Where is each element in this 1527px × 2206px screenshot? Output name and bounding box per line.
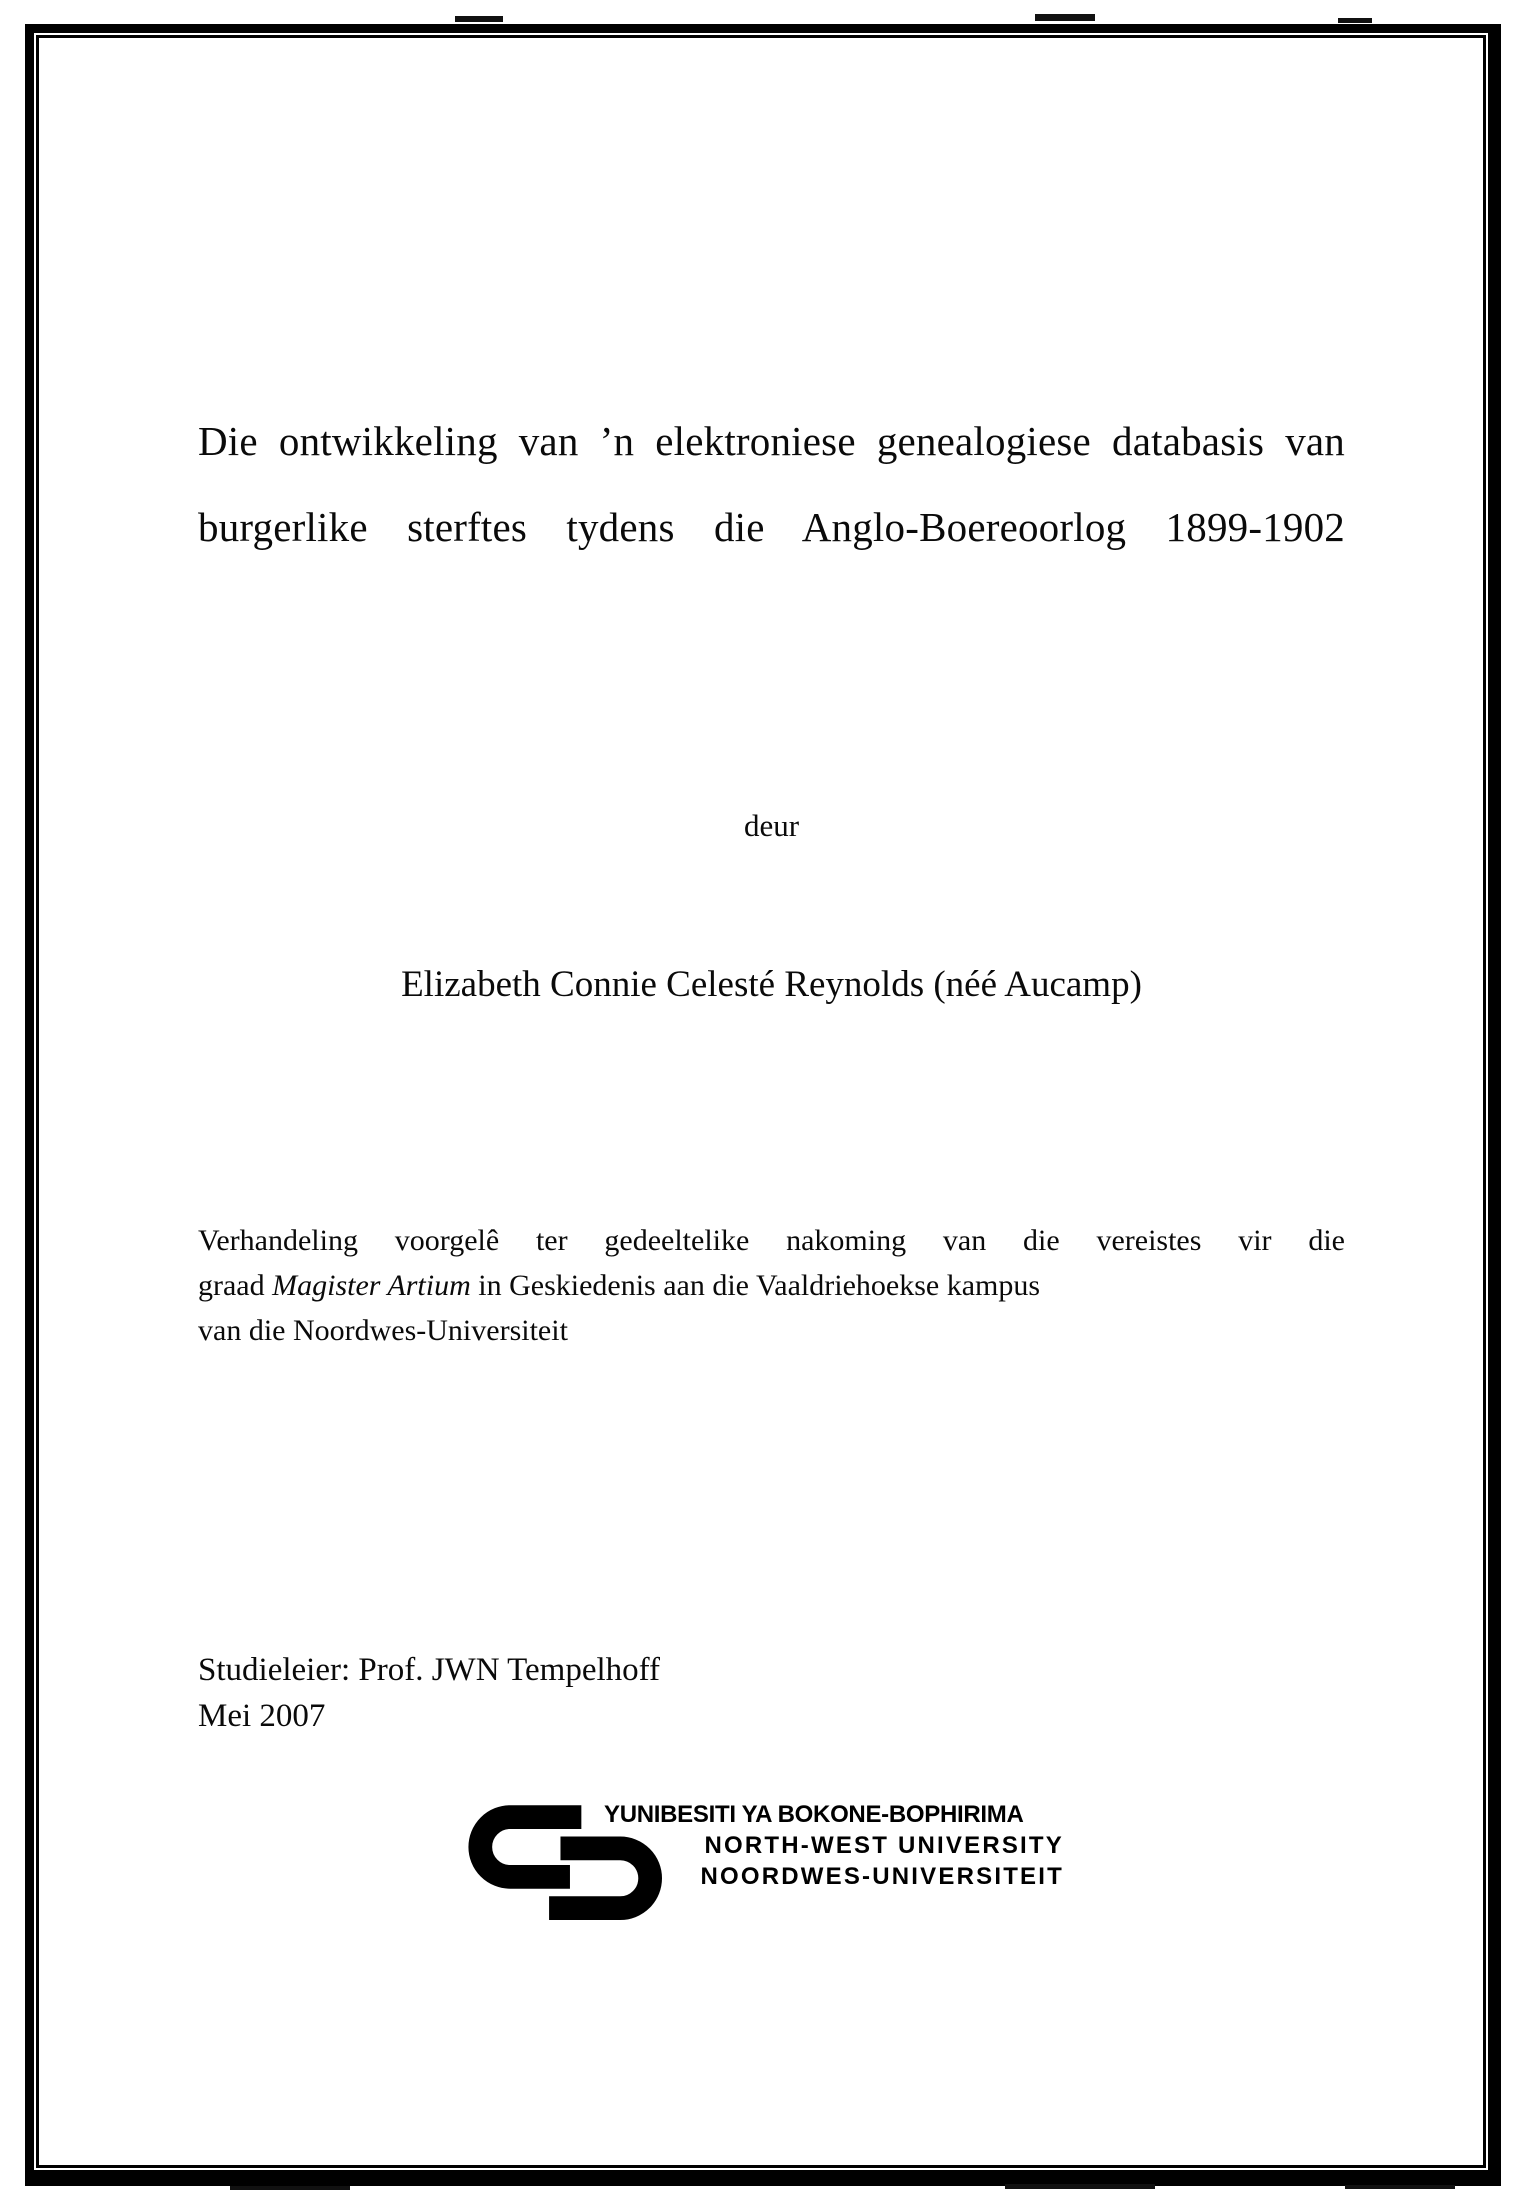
supervisor-block: [198, 1647, 1345, 1739]
university-name-english: NORTH-WEST UNIVERSITY: [704, 1832, 1064, 1859]
degree-name-italic: Magister Artium: [272, 1269, 471, 1302]
university-logo: [458, 1797, 1078, 1937]
thesis-title: [198, 398, 1345, 570]
declaration-line2-pre: graad: [198, 1269, 273, 1302]
declaration-line2: [198, 1263, 1345, 1308]
declaration-line1: Verhandeling voorgelê ter gedeeltelike nakoming van die vereistes vir die: [198, 1224, 1345, 1257]
degree-declaration: [198, 1218, 1345, 1353]
declaration-line3: van die Noordwes-Universiteit: [198, 1314, 568, 1347]
university-wordmark: [604, 1799, 1064, 1892]
supervisor-line: Studieleier: Prof. JWN Tempelhoff: [198, 1652, 661, 1688]
university-name-afrikaans: NOORDWES-UNIVERSITEIT: [700, 1863, 1064, 1890]
thesis-title-line2: burgerlike sterftes tydens die Anglo-Boereoorlog 1899-1902: [198, 504, 1345, 550]
thesis-title-line1: Die ontwikkeling van ’n elektroniese genealogiese databasis van: [198, 418, 1345, 464]
university-name-setswana: YUNIBESITI YA BOKONE-BOPHIRIMA: [604, 1801, 1024, 1828]
declaration-line2-post: in Geskiedenis aan die Vaaldriehoekse kampus: [470, 1269, 1041, 1302]
date-line: Mei 2007: [198, 1698, 326, 1734]
author-name: Elizabeth Connie Celesté Reynolds (néé Aucamp): [401, 964, 1142, 1005]
byline-label: deur: [743, 808, 800, 843]
